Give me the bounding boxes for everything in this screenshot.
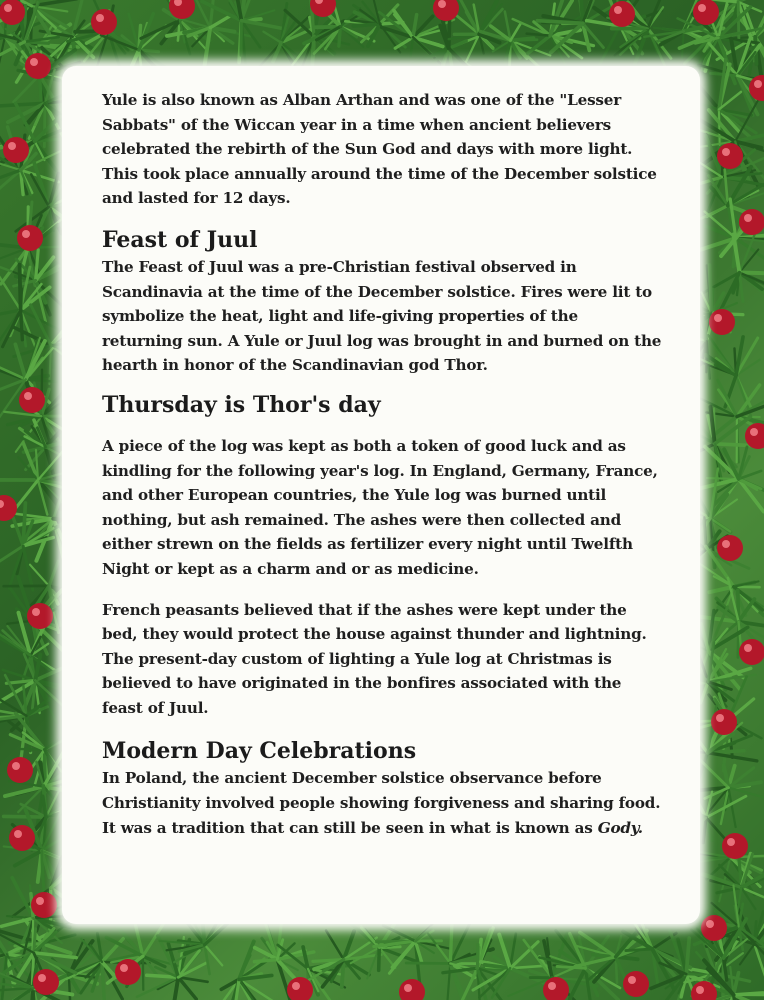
pine-needle [263, 32, 281, 43]
pine-needle [449, 41, 466, 48]
holly-berry [739, 639, 764, 665]
yule-log-paragraph: A piece of the log was kept as both a token of good luck and as kindling for the following year's log. In England, Germany, France, and other European countries, the Yule log was burned until nothing, but ash remained. The ashes were then collected and either strewn on the fields as fertilizer every night until Twelfth Night or kept as a charm and or as medicine. [102, 436, 658, 578]
holly-berry [701, 915, 727, 941]
pine-needle [510, 968, 544, 983]
holly-berry [115, 959, 141, 985]
french-peasants-paragraph: French peasants believed that if the ashes were kept under the bed, they would protect the house against thunder and lightning. The present-day custom of lighting a Yule log at Christmas is believed to have originated in the bonfires associated with the feast of Juul. [102, 600, 647, 717]
pine-needle [719, 109, 720, 144]
holly-berry [27, 603, 53, 629]
holly-berry [25, 53, 51, 79]
holly-berry [693, 0, 719, 25]
holly-berry [7, 757, 33, 783]
document-body [102, 88, 662, 840]
gody-term: Gody. [597, 818, 643, 837]
holly-berry [717, 143, 743, 169]
pine-needle [353, 24, 379, 26]
pine-needle [23, 546, 33, 590]
holly-berry [609, 1, 635, 27]
pine-needle [21, 289, 22, 310]
pine-needle [450, 923, 452, 963]
pine-needle [734, 973, 739, 995]
holly-berry [711, 709, 737, 735]
feast-of-juul-paragraph: The Feast of Juul was a pre-Christian festival observed in Scandinavia at the time of the December solstice. Fires were lit to symbolize the heat, light and life-giving properties of the returning sun. A Yule or Juul log was brought in and burned on the hearth in honor of the Scandinavian god Thor. [102, 257, 662, 375]
pine-needle [626, 949, 652, 951]
pine-needle [49, 561, 58, 586]
heading-feast-of-juul: Feast of Juul [102, 226, 258, 253]
pine-needle [682, 31, 684, 58]
holly-berry [31, 892, 57, 918]
holly-berry [722, 833, 748, 859]
pine-needle [734, 993, 763, 995]
pine-needle [717, 888, 742, 893]
holly-berry [623, 971, 649, 997]
pine-needle [447, 963, 450, 1000]
modern-day-paragraph [102, 766, 662, 840]
pine-needle [510, 38, 533, 40]
holly-berry [91, 9, 117, 35]
pine-needle [326, 930, 344, 959]
holly-berry [310, 0, 336, 17]
holly-berry [33, 969, 59, 995]
modern-day-text: In Poland, the ancient December solstice observance before Christianity involved people showing forgiveness and sharing food. It was a tradition that can still be seen in what is known as [102, 769, 661, 837]
pine-needle [15, 851, 42, 866]
heading-thursday-is-thors-day: Thursday is Thor's day [102, 391, 381, 418]
pine-needle [379, 948, 380, 971]
holly-berry [17, 225, 43, 251]
intro-paragraph: Yule is also known as Alban Arthan and was one of the "Lesser Sabbats" of the Wiccan year in a time when ancient believers celebrated the rebirth of the Sun God and days with more light. This took place annually around the time of the December solstice and lasted for 12 days. [102, 91, 657, 208]
pine-needle [739, 249, 758, 272]
pine-needle [701, 682, 709, 703]
pine-needle [443, 968, 478, 973]
pine-needle [30, 565, 49, 586]
pine-needle [42, 851, 43, 879]
pine-needle [9, 781, 44, 786]
holly-berry [433, 0, 459, 21]
holly-berry [709, 309, 735, 335]
pine-needle [21, 310, 23, 340]
holly-berry [739, 209, 764, 235]
pine-needle [34, 929, 36, 953]
holly-berry [717, 535, 743, 561]
pine-needle [254, 959, 277, 961]
pine-needle [709, 265, 711, 313]
pine-needle [701, 624, 708, 651]
pine-needle [4, 816, 46, 817]
holly-berry [19, 387, 45, 413]
pine-needle [557, 966, 585, 968]
pine-needle [0, 37, 5, 76]
holly-berry [3, 137, 29, 163]
pine-needle [12, 515, 23, 546]
pine-needle [728, 788, 735, 827]
holly-berry [9, 825, 35, 851]
heading-modern-day-celebrations: Modern Day Celebrations [102, 738, 417, 765]
pine-needle [210, 16, 229, 27]
